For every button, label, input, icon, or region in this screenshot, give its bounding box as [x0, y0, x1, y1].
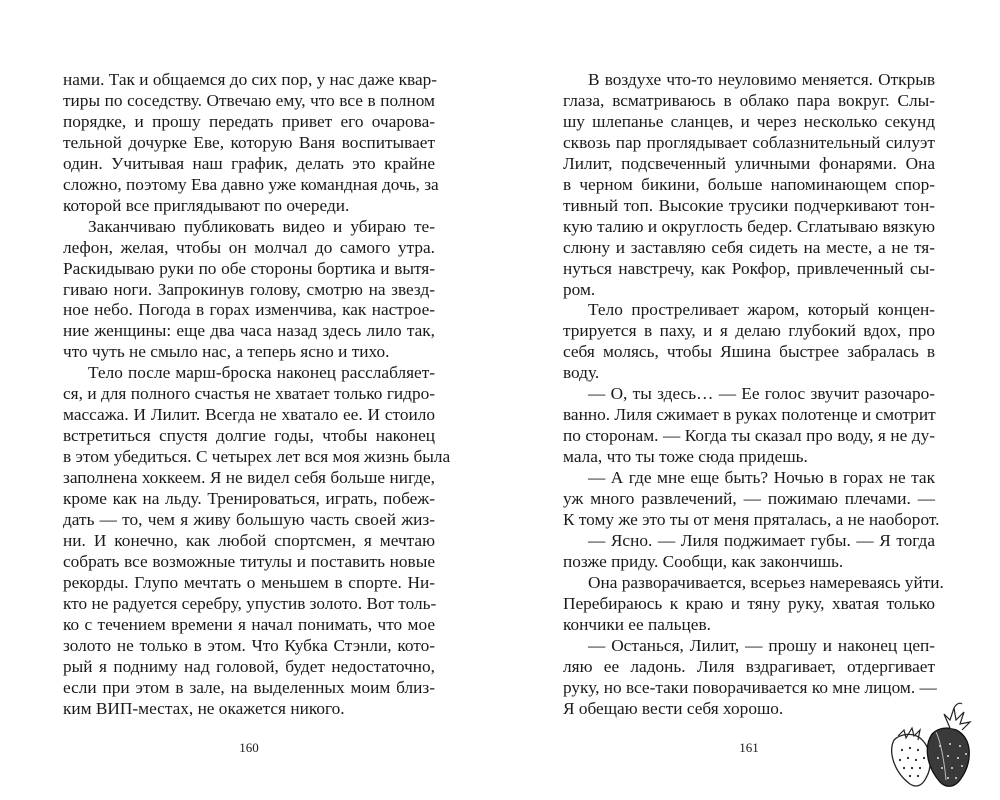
text-line: уж много развлечений, — пожимаю плечами. —: [563, 489, 935, 509]
text-line: кончики ее пальцев.: [563, 614, 711, 634]
text-line: ванно. Лиля сжимает в руках полотенце и смотрит: [563, 405, 936, 425]
paragraph: [563, 70, 935, 300]
text-line: если при этом в зале, на выделенных моим близ-: [63, 677, 435, 697]
text-line: — О, ты здесь… — Ее голос звучит разочаро-: [588, 384, 935, 404]
text-line: дать — то, чем я живу большую часть своей жиз-: [63, 510, 435, 530]
text-line: В воздухе что-то неуловимо меняется. Открыв: [588, 70, 935, 89]
text-line: нуться навстречу, как Рокфор, привлеченный сы-: [563, 258, 935, 278]
text-line: — А где мне еще быть? Ночью в горах не так: [588, 468, 935, 488]
text-line: кую талию и округлость бедер. Сглатываю вязкую: [563, 216, 935, 236]
paragraph: [563, 636, 935, 720]
text-line: мала, что ты тоже сюда придешь.: [563, 447, 808, 467]
text-line: воду.: [563, 363, 600, 383]
text-line: тивный топ. Высокие трусики подчеркивают тон-: [563, 195, 935, 215]
left-page: [63, 70, 451, 720]
text-line: руку, но все-таки поворачивается ко мне лицом. —: [563, 677, 937, 697]
text-line: по сторонам. — Когда ты сказал про воду, я не ду-: [563, 426, 935, 446]
paragraph: [63, 70, 439, 217]
text-line: в этом убедиться. С четырех лет вся моя жизнь была: [63, 447, 451, 467]
page-number-right: 161: [739, 740, 759, 755]
text-line: трируется в паху, и я делаю глубокий вдох, про: [563, 321, 935, 341]
right-page: [563, 70, 944, 720]
text-line: заполнена хоккеем. Я не видел себя больше нигде,: [63, 468, 435, 488]
text-line: себя молясь, чтобы Яшина быстрее забралась в: [563, 342, 935, 362]
text-line: Она разворачивается, всерьез намереваясь уйти.: [588, 572, 944, 592]
paragraph: [563, 468, 940, 531]
text-line: тиры по соседству. Отвечаю ему, что все в полном: [63, 90, 435, 110]
text-line: ким ВИП-местах, не окажется никого.: [63, 698, 345, 718]
text-line: — Останься, Лилит, — прошу и наконец цеп-: [588, 635, 935, 655]
text-line: кроме как на льду. Тренироваться, играть, побеж-: [63, 489, 435, 509]
text-line: порядке, и прошу передать привет его очарова-: [63, 111, 435, 131]
text-line: — Ясно. — Лиля поджимает губы. — Я тогда: [588, 530, 935, 550]
text-line: один. Учитывая наш график, делать это крайне: [63, 153, 435, 173]
paragraph: [63, 217, 435, 364]
text-line: встретиться спустя долгие годы, чтобы наконец: [63, 426, 435, 446]
strawberries-icon: [884, 700, 980, 792]
text-line: тельной дочурке Еве, которую Ваня воспитывает: [63, 132, 435, 152]
text-line: ляю ее ладонь. Лиля вздрагивает, отдергивает: [563, 656, 935, 676]
text-line: что чуть не смыло нас, а теперь ясно и тихо.: [63, 342, 390, 362]
paragraph: [63, 363, 451, 719]
text-line: глаза, всматриваюсь в облако пара вокруг. Слы-: [563, 90, 935, 110]
text-line: рый я подниму над головой, будет недостаточно,: [63, 656, 435, 676]
text-line: Раскидываю руки по обе стороны бортика и вытя-: [63, 258, 435, 278]
text-line: ние женщины: еще два часа назад здесь лило так,: [63, 321, 435, 341]
text-line: ся, и для полного счастья не хватает только гидро-: [63, 384, 435, 404]
paragraph: [563, 531, 935, 573]
text-line: в черном бикини, больше напоминающем спор-: [563, 174, 935, 194]
text-line: сквозь пар проглядывает соблазнительный силуэт: [563, 132, 935, 152]
text-line: ром.: [563, 279, 596, 299]
page-number-left: 160: [239, 740, 259, 755]
text-line: ко с течением времени я начал понимать, что мое: [63, 614, 435, 634]
paragraph: [563, 572, 944, 636]
text-line: сложно, поэтому Ева давно уже командная дочь, за: [63, 174, 439, 194]
text-line: кто не радуется серебру, упустив золото. Вот толь-: [63, 593, 437, 613]
paragraph: [563, 300, 935, 384]
text-line: ни. И конечно, как любой спортсмен, я мечтаю: [63, 530, 435, 550]
text-line: Тело после марш-броска наконец расслабляет-: [88, 363, 435, 383]
text-line: Тело простреливает жаром, который концен-: [588, 300, 935, 320]
text-line: позже приду. Сообщи, как закончишь.: [563, 551, 844, 571]
text-line: слюну и заставляю себя сидеть на месте, а не тя-: [563, 237, 935, 257]
text-line: рекорды. Глупо мечтать о меньшем в спорте. Ни-: [63, 572, 435, 592]
text-line: лефон, желая, чтобы он молчал до самого утра.: [63, 237, 435, 257]
text-line: К тому же это ты от меня пряталась, а не наоборот.: [563, 510, 940, 530]
paragraph: [563, 384, 935, 468]
text-line: которой все приглядывают по очереди.: [63, 195, 350, 215]
text-line: массажа. И Лилит. Всегда не хватало ее. И стоило: [63, 405, 435, 425]
text-line: Я обещаю вести себя хорошо.: [563, 698, 784, 718]
text-line: Перебираюсь к краю и тяну руку, хватая только: [563, 593, 935, 613]
text-line: Заканчиваю публиковать видео и убираю те-: [88, 216, 435, 236]
text-line: ное небо. Погода в горах изменчива, как настрое-: [63, 300, 435, 320]
text-line: собрать все возможные титулы и поставить новые: [63, 551, 435, 571]
text-line: шу шлепанье сланцев, и через несколько секунд: [563, 111, 935, 131]
text-line: Лилит, подсвеченный уличными фонарями. Она: [563, 153, 935, 173]
text-line: гиваю ноги. Запрокинув голову, смотрю на звезд-: [63, 279, 435, 299]
text-line: нами. Так и общаемся до сих пор, у нас даже квар-: [63, 70, 438, 89]
text-line: золото не только в этом. Что Кубка Стэнли, кото-: [63, 635, 435, 655]
